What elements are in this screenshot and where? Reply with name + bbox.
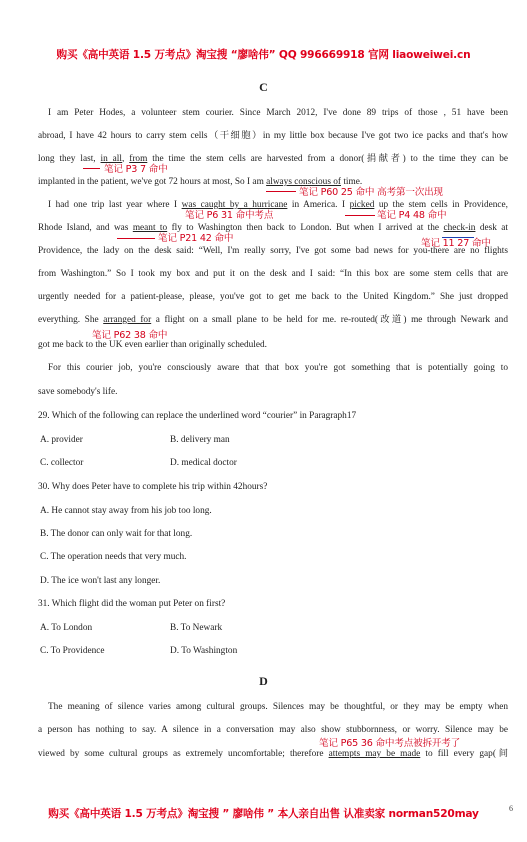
annotation-underline (83, 168, 100, 169)
annotation-note: 笔记 P6 31 命中考点 (185, 210, 274, 221)
annotation-underline (117, 238, 155, 239)
answer-option[interactable]: D. medical doctor (170, 458, 237, 468)
annotation-underline (345, 215, 375, 216)
answer-option[interactable]: C. To Providence (40, 646, 105, 656)
answer-option[interactable]: D. The ice won't last any longer. (40, 576, 161, 586)
passage-line: got me back to the UK even earlier than originally scheduled. (38, 340, 267, 350)
annotation-note: 笔记 11 27 命中 (421, 238, 491, 249)
promo-banner-bottom: 购买《高中英语 1.5 万考点》淘宝搜 ” 廖啥伟 ” 本人亲自出售 认准卖家 norman520may (48, 808, 479, 820)
passage-line: save somebody's life. (38, 387, 118, 397)
section-c-title: C (259, 80, 268, 94)
passage-line: implanted in the patient, we've got 72 hours at most, So I am always conscious of time. (38, 177, 363, 187)
passage-line: viewed by some cultural groups as extremely uncomfortable; therefore attempts may be made to fill every gap(间 (38, 749, 508, 759)
question-stem: 31. Which flight did the woman put Peter on first? (38, 599, 226, 609)
passage-line: I had one trip last year where I was caught by a hurricane in America. I picked up the stem cells in Providence, (48, 200, 508, 210)
passage-line: a person has nothing to say. A silence in a conversation may also show stubbornness, or worry. Silence may be (38, 725, 508, 735)
annotation-note: 笔记 P60 25 命中 高考第一次出现 (299, 187, 443, 198)
passage-line: long they last, in all, from the time the stem cells are harvested from a donor(捐献者) to the time they can be (38, 154, 508, 164)
passage-line: everything. She arranged for a flight on a small plane to be held for me. re-routed(改道) me through Newark and (38, 315, 508, 325)
passage-line: Rhode Island, and was meant to fly to Washington then back to London. But when I arrived at the check-in desk at (38, 223, 509, 233)
answer-option[interactable]: A. provider (40, 435, 83, 445)
question-stem: 30. Why does Peter have to complete his trip within 42hours? (38, 482, 268, 492)
annotation-note: 笔记 P65 36 命中考点被拆开考了 (319, 738, 461, 749)
passage-line: from Washington.” So I took my box and put it on the desk and I said: “In this box are some stem cells that are (38, 269, 508, 279)
promo-banner-top: 购买《高中英语 1.5 万考点》淘宝搜 “廖啥伟” QQ 996669918 官网 liaoweiwei.cn (56, 49, 471, 61)
question-stem: 29. Which of the following can replace the underlined word “courier” in Paragraph17 (38, 411, 357, 421)
annotation-underline (266, 191, 296, 192)
answer-option[interactable]: B. To Newark (170, 623, 223, 633)
answer-option[interactable]: A. To London (40, 623, 93, 633)
answer-option[interactable]: C. collector (40, 458, 84, 468)
passage-line: The meaning of silence varies among cultural groups. Silences may be thoughtful, or they may be empty when (48, 702, 508, 712)
answer-option[interactable]: D. To Washington (170, 646, 238, 656)
passage-line: I am Peter Hodes, a volunteer stem courier. Since March 2012, I've done 89 trips of those , 51 have been (48, 108, 508, 118)
page-number: 6 (509, 804, 513, 813)
annotation-note: 笔记 P4 48 命中 (377, 210, 447, 221)
annotation-note: 笔记 P62 38 命中 (92, 330, 168, 341)
answer-option[interactable]: B. The donor can only wait for that long. (40, 529, 193, 539)
answer-option[interactable]: A. He cannot stay away from his job too long. (40, 506, 212, 516)
answer-option[interactable]: C. The operation needs that very much. (40, 552, 187, 562)
passage-line: For this courier job, you're consciously aware that that box you're got something that is potentially going to (48, 363, 508, 373)
passage-line: abroad, I have 42 hours to carry stem cells（干细胞）in my little box because I've got two ice packs and that's how (38, 131, 508, 141)
annotation-note: 笔记 P3 7 命中 (104, 164, 168, 175)
passage-line: Providence, the lady on the desk said: “Well, I'm really sorry, I've got some bad news for you-there are no flights (38, 246, 508, 256)
section-d-title: D (259, 674, 268, 688)
annotation-note: 笔记 P21 42 命中 (158, 233, 234, 244)
answer-option[interactable]: B. delivery man (170, 435, 230, 445)
passage-line: urgently needed for a patient-please, please, you've got to get me back to the United Kingdom.” She just dropped (38, 292, 508, 302)
